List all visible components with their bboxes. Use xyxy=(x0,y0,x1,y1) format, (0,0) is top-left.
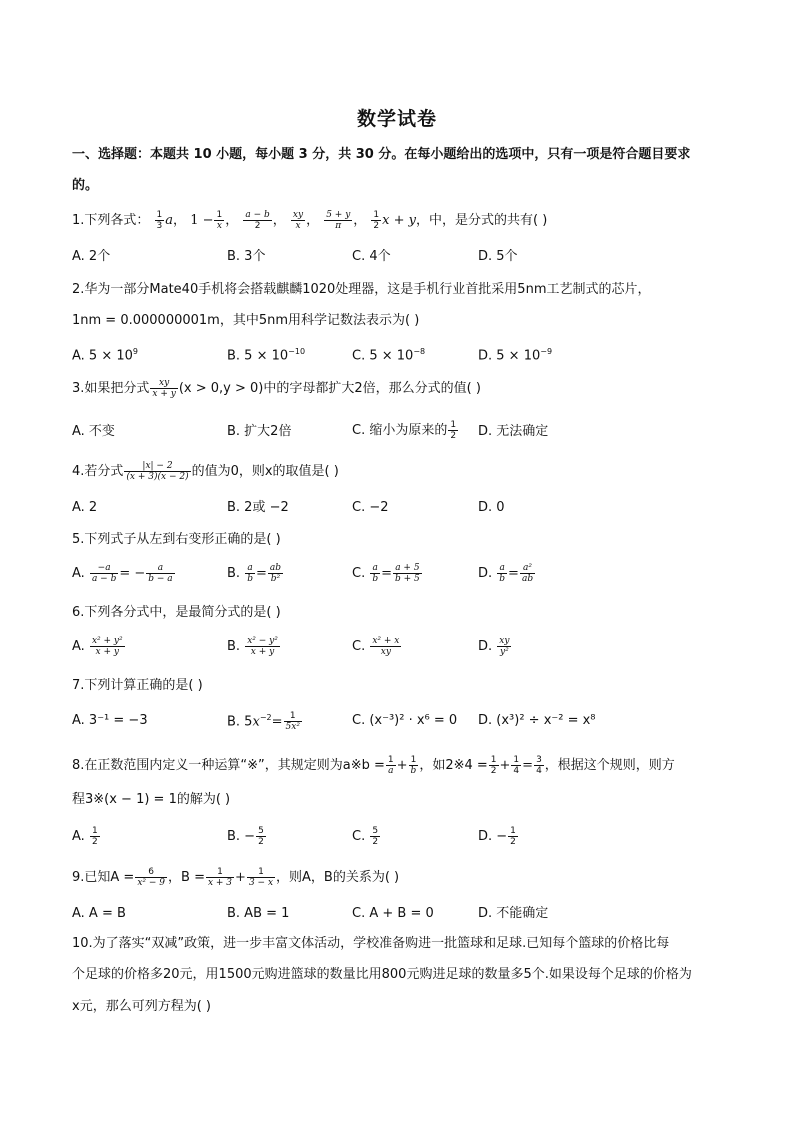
page-title: 数学试卷 xyxy=(356,108,437,130)
q3-option-d: D. 无法确定 xyxy=(478,424,549,439)
q8-option-a: A. $\frac{1}{2}$ xyxy=(72,826,98,847)
question-8-line1: 8.在正数范围内定义一种运算“※”，其规定则为a※b = $\frac{1}{a}$ + $\frac{1}{b}$ ，如2※4 = $\frac{1}{2}$ + $\frac{1}{4}$ = $\frac{3}{4}$ ，根据这个规则，则方 xyxy=(72,755,675,776)
question-9-stem: 9.已知A = $\frac{6}{\text{x² − 9}}$ ，B = $\frac{1}{x + 3}$ + $\frac{1}{3 - x}$ ，则A，B的关系为( ) xyxy=(72,867,400,888)
q3-option-b: B. 扩大2倍 xyxy=(227,424,292,439)
q7-option-c: C. (x⁻³)² · x⁶ = 0 xyxy=(352,713,458,728)
q1-option-c: C. 4个 xyxy=(352,249,391,264)
question-3-stem: 3.如果把分式 $\frac{xy}{x + y}$ (x > 0,y > 0)中的字母都扩大2倍，那么分式的值( ) xyxy=(72,378,481,399)
q7-option-b: B. $5x^{-2}=$ $\frac{1}{\text{5x²}}$ xyxy=(227,711,300,733)
question-8-line2: 程3※(x − 1) = 1的解为( ) xyxy=(72,792,231,807)
q8-option-c: C. $\frac{5}{2}$ xyxy=(352,826,379,847)
q4-option-d: D. 0 xyxy=(478,500,505,515)
q8-option-d: D. − $\frac{1}{2}$ xyxy=(478,826,516,847)
q5-option-a: A. $\frac{-a}{a - b}$ = − $\frac{a}{b - a}$ xyxy=(72,563,173,584)
question-1-stem: 1.下列各式： $\frac{1}{3}$ a， 1 − $\frac{1}{x}$ ， $\frac{a - b}{2}$ ， $\frac{xy}{x}$ ， $\frac{5 + y}{\pi}$ ， $\frac{1}{2}$ x + y，中，是分式的共有( ) xyxy=(72,210,548,231)
q9-option-b: B. AB = 1 xyxy=(227,906,290,921)
question-6-stem: 6.下列各分式中，是最简分式的是( ) xyxy=(72,605,281,620)
section-instructions-line1: 一、选择题：本题共 10 小题，每小题 3 分，共 30 分。在每小题给出的选项中，只有一项是符合题目要求 xyxy=(72,147,691,162)
question-10-line3: x元，那么可列方程为( ) xyxy=(72,999,211,1014)
q3-option-a: A. 不变 xyxy=(72,424,115,439)
section-instructions-line2: 的。 xyxy=(72,178,99,193)
q2-option-a: A. $5 \times 10^9$ xyxy=(72,347,138,364)
question-5-stem: 5.下列式子从左到右变形正确的是( ) xyxy=(72,532,281,547)
q4-option-c: C. −2 xyxy=(352,500,389,515)
q9-option-c: C. A + B = 0 xyxy=(352,906,434,921)
question-7-stem: 7.下列计算正确的是( ) xyxy=(72,678,203,693)
q7-option-a: A. 3⁻¹ = −3 xyxy=(72,713,148,728)
q5-option-c: C. $\frac{a}{b}$ = $\frac{a + 5}{b + 5}$ xyxy=(352,563,420,584)
q2-option-c: C. $5 \times 10^{-8}$ xyxy=(352,347,426,364)
q5-option-d: D. $\frac{a}{b}$ = $\frac{\text{a²}}{ab}$ xyxy=(478,563,534,584)
question-10-line1: 10.为了落实“双减”政策，进一步丰富文体活动，学校准备购进一批篮球和足球.已知每个篮球的价格比每 xyxy=(72,936,670,951)
question-2-line1: 2.华为一部分Mate40手机将会搭载麒麟1020处理器，这是手机行业首批采用5nm工艺制式的芯片， xyxy=(72,282,651,297)
q3-option-c: C. 缩小为原来的 $\frac{1}{2}$ xyxy=(352,420,457,441)
q9-option-a: A. A = B xyxy=(72,906,126,921)
q2-option-b: B. $5 \times 10^{-10}$ xyxy=(227,347,306,364)
q6-option-d: D. $\frac{xy}{\text{y²}}$ xyxy=(478,636,510,657)
question-10-line2: 个足球的价格多20元，用1500元购进篮球的数量比用800元购进足球的数量多5个.如果设每个足球的价格为 xyxy=(72,967,692,982)
q1-option-b: B. 3个 xyxy=(227,249,266,264)
q1-option-d: D. 5个 xyxy=(478,249,518,264)
q1-option-a: A. 2个 xyxy=(72,249,111,264)
q5-option-b: B. $\frac{a}{b}$ = $\frac{ab}{\text{b²}}$ xyxy=(227,563,281,584)
question-4-stem: 4.若分式 $\frac{|x| - 2}{(x + 3)(x - 2)}$ 的值为0，则x的取值是( ) xyxy=(72,461,339,482)
q8-option-b: B. − $\frac{5}{2}$ xyxy=(227,826,264,847)
q6-option-c: C. $\frac{\text{x² + x}}{xy}$ xyxy=(352,636,400,657)
q6-option-b: B. $\frac{\text{x² − y²}}{x + y}$ xyxy=(227,636,278,657)
q4-option-b: B. 2或 −2 xyxy=(227,500,289,515)
q2-option-d: D. $5 \times 10^{-9}$ xyxy=(478,347,553,364)
q7-option-d: D. (x³)² ÷ x⁻² = x⁸ xyxy=(478,713,596,728)
q4-option-a: A. 2 xyxy=(72,500,98,515)
q6-option-a: A. $\frac{\text{x² + y²}}{x + y}$ xyxy=(72,636,123,657)
q9-option-d: D. 不能确定 xyxy=(478,906,549,921)
question-2-line2: 1nm = 0.000000001m，其中5nm用科学记数法表示为( ) xyxy=(72,313,420,328)
